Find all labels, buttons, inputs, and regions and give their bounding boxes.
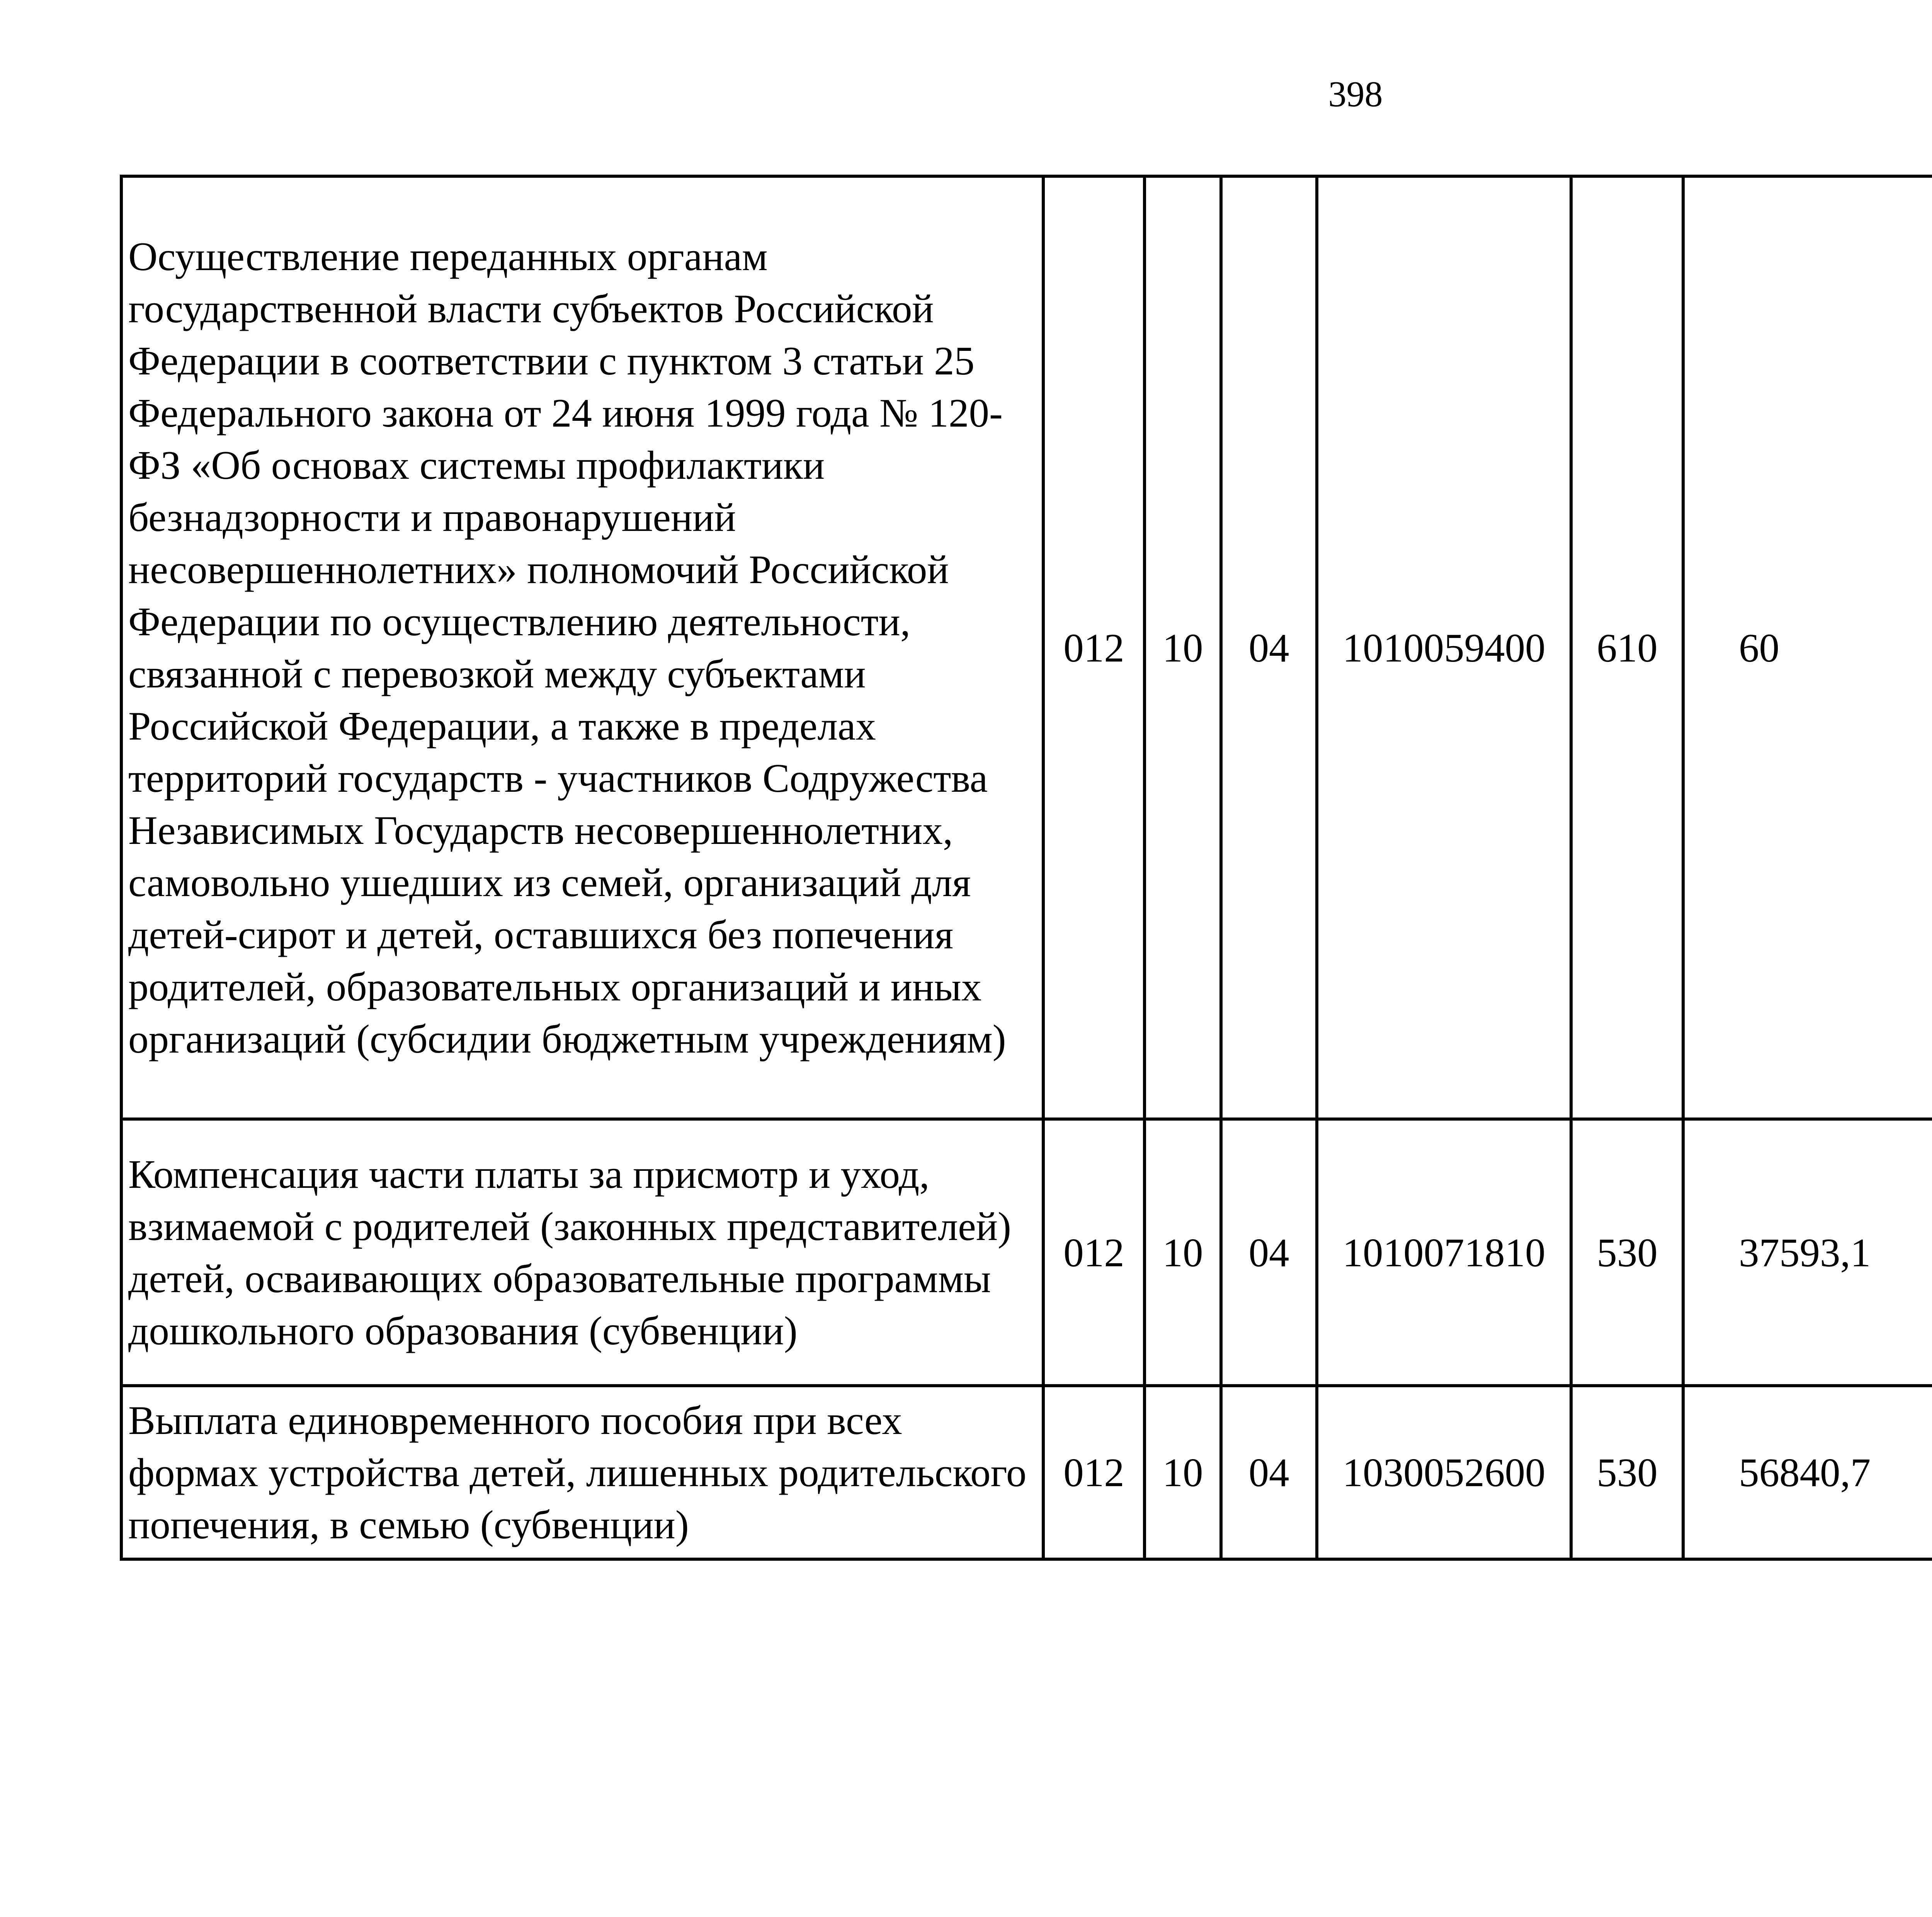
- page-number: 398: [1328, 74, 1383, 114]
- expense-type-code: 530: [1571, 1119, 1683, 1386]
- subsection-code: 04: [1221, 1386, 1317, 1559]
- expense-type-code: 530: [1571, 1386, 1683, 1559]
- row-description: Осуществление переданных органам государственной власти субъектов Российской Федерации в соответствии с пунктом 3 статьи 25 Федерального закона от 24 июня 1999 года № 120-ФЗ «Об основах системы профилактики безнадзорности и правонарушений несовершеннолетних» полномочий Российской Федерации по осуществлению деятельности, связанной с перевозкой между субъектами Российской Федерации, а также в пределах территорий государств - участников Содружества Независимых Государств несовершеннолетних, самовольно ушедших из семей, организаций для детей-сирот и детей, оставшихся без попечения родителей, образовательных организаций и иных организаций (субсидии бюджетным учреждениям): [121, 176, 1043, 1119]
- section-code: 10: [1145, 1119, 1221, 1386]
- section-code: 10: [1145, 176, 1221, 1119]
- expense-type-code: 610: [1571, 176, 1683, 1119]
- subsection-code: 04: [1221, 1119, 1317, 1386]
- subsection-code: 04: [1221, 176, 1317, 1119]
- sum-year-1: 60: [1683, 176, 1932, 1119]
- ministry-code: 012: [1043, 1386, 1145, 1559]
- target-article-code: 1030052600: [1317, 1386, 1571, 1559]
- table-row: [121, 1386, 1932, 1559]
- target-article-code: 1010071810: [1317, 1119, 1571, 1386]
- target-article-code: 1010059400: [1317, 176, 1571, 1119]
- row-description: Выплата единовременного пособия при всех формах устройства детей, лишенных родительского попечения, в семью (субвенции): [121, 1386, 1043, 1559]
- ministry-code: 012: [1043, 1119, 1145, 1386]
- budget-table: [120, 175, 1932, 1561]
- sum-year-1: 37593,1: [1683, 1119, 1932, 1386]
- section-code: 10: [1145, 1386, 1221, 1559]
- row-description: Компенсация части платы за присмотр и уход, взимаемой с родителей (законных представителей) детей, осваивающих образовательные программы дошкольного образования (субвенции): [121, 1119, 1043, 1386]
- ministry-code: 012: [1043, 176, 1145, 1119]
- table-row: [121, 1119, 1932, 1386]
- table-row: [121, 176, 1932, 1119]
- sum-year-1: 56840,7: [1683, 1386, 1932, 1559]
